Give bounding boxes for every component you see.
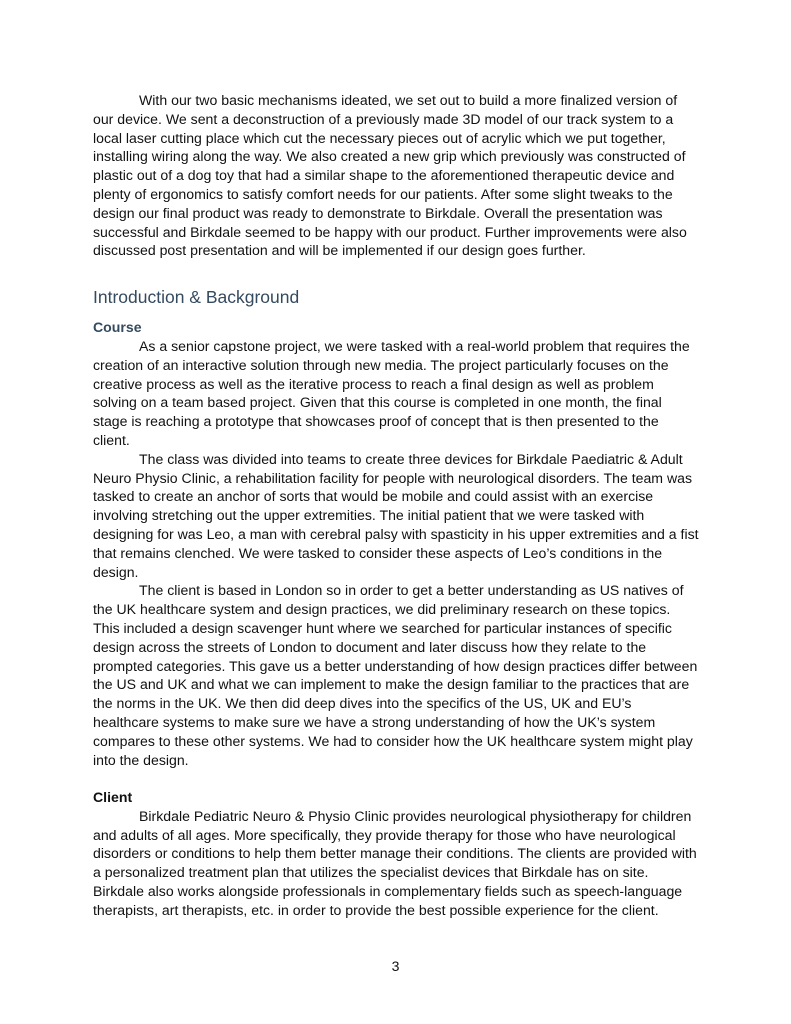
client-heading: Client	[93, 789, 133, 806]
section-heading: Introduction & Background	[93, 287, 300, 308]
spacer	[93, 769, 699, 788]
page-number: 3	[391, 958, 400, 974]
course-paragraph-3: The client is based in London so in order to get a better understanding as US natives of the UK healthcare system and design practices, we did preliminary research on these topics. This included a design scavenger hunt where we searched for particular instances of specific design across the streets of London to document and later discuss how they relate to the prompted categories. This gave us a better understanding of how design practices differ between the US and UK and what we can implement to make the design familiar to the practices that are the norms in the UK. We then did deep dives into the specifics of the US, UK and EU’s healthcare systems to make sure we have a strong understanding of how the UK’s system compares to these other systems. We had to consider how the UK healthcare system might play into the design.	[93, 582, 698, 768]
summary-paragraph: With our two basic mechanisms ideated, we set out to build a more finalized version of our device. We sent a deconstruction of a previously made 3D model of our track system to a local laser cutting place which cut the necessary pieces out of acrylic which we put together, installing wiring along the way. We also created a new grip which previously was constructed of plastic out of a dog toy that had a similar shape to the aforementioned therapeutic device and plenty of ergonomics to satisfy comfort needs for our patients. After some slight tweaks to the design our final product was ready to demonstrate to Birkdale. Overall the presentation was successful and Birkdale seemed to be happy with our product. Further improvements were also discussed post presentation and will be implemented if our design goes further.	[93, 92, 687, 259]
document-page	[93, 91, 699, 920]
client-paragraph-1: Birkdale Pediatric Neuro & Physio Clinic provides neurological physiotherapy for children and adults of all ages. More specifically, they provide therapy for those who have neurological disorders or conditions to help them better manage their conditions. The clients are provided with a personalized treatment plan that utilizes the specialist devices that Birkdale has on site. Birkdale also works alongside professionals in complementary fields such as speech-language therapists, art therapists, etc. in order to provide the best possible experience for the client.	[93, 807, 697, 918]
course-heading: Course	[93, 319, 142, 336]
course-paragraph-2: The class was divided into teams to create three devices for Birkdale Paediatric & Adult Neuro Physio Clinic, a rehabilitation facility for people with neurological disorders. The team was tasked to create an anchor of sorts that would be mobile and could assist with an exercise involving stretching out the upper extremities. The initial patient that we were tasked with designing for was Leo, a man with cerebral palsy with spasticity in his upper extremities and a fist that remains clenched. We were tasked to consider these aspects of Leo’s conditions in the design.	[93, 450, 699, 580]
course-paragraph-1: As a senior capstone project, we were tasked with a real-world problem that requires the creation of an interactive solution through new media. The project particularly focuses on the creative process as well as the iterative process to reach a final design as well as problem solving on a team based project. Given that this course is completed in one month, the final stage is reaching a prototype that showcases proof of concept that is then presented to the client.	[93, 337, 690, 448]
